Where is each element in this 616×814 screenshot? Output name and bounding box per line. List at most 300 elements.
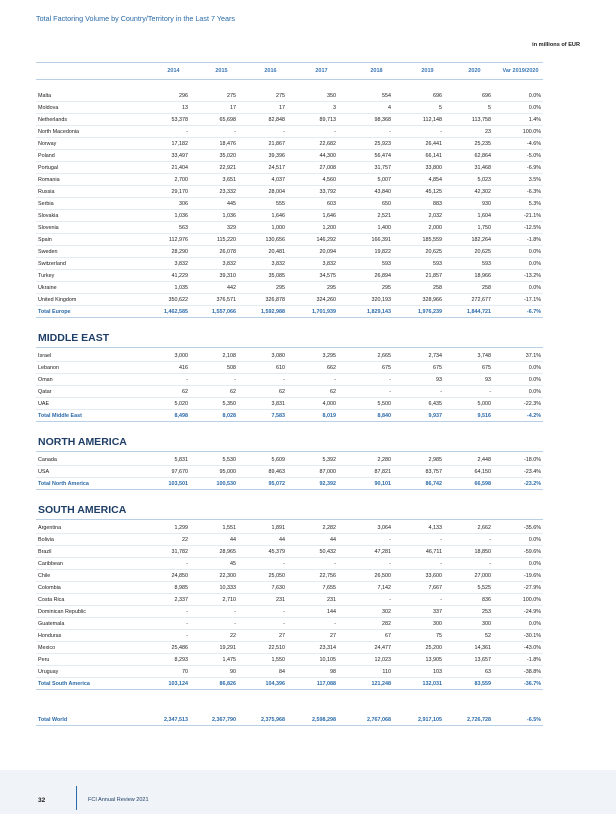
table-row xyxy=(36,102,543,114)
volume-cell: 253 xyxy=(482,609,491,615)
volume-cell: 8,840 xyxy=(377,413,391,419)
volume-cell: 56,474 xyxy=(374,153,391,159)
volume-cell: 66,141 xyxy=(425,153,442,159)
table-row xyxy=(36,282,543,294)
volume-cell: 3 xyxy=(333,105,336,111)
table-row xyxy=(36,642,543,654)
volume-cell: 5,831 xyxy=(174,457,188,463)
volume-cell: 44,300 xyxy=(319,153,336,159)
volume-cell: 27,000 xyxy=(474,573,491,579)
volume-cell: 4,854 xyxy=(428,177,442,183)
volume-cell: 231 xyxy=(327,597,336,603)
volume-cell: 43,840 xyxy=(374,189,391,195)
volume-cell: - xyxy=(440,561,442,567)
volume-cell: 26,441 xyxy=(425,141,442,147)
region-rule xyxy=(36,347,543,348)
volume-cell: 1,829,143 xyxy=(367,309,391,315)
volume-cell: 554 xyxy=(382,93,391,99)
volume-cell: 300 xyxy=(433,621,442,627)
volume-cell: - xyxy=(440,537,442,543)
volume-cell: 445 xyxy=(227,201,236,207)
volume-cell: 2,665 xyxy=(377,353,391,359)
volume-cell: 95,072 xyxy=(268,481,285,487)
table-row xyxy=(36,362,543,374)
country-name: Portugal xyxy=(38,165,59,171)
variation-cell: -36.7% xyxy=(523,681,541,687)
volume-cell: 555 xyxy=(276,201,285,207)
volume-cell: 19,822 xyxy=(374,249,391,255)
volume-cell: - xyxy=(489,537,491,543)
volume-cell: 12,023 xyxy=(374,657,391,663)
volume-cell: 42,302 xyxy=(474,189,491,195)
volume-cell: - xyxy=(440,129,442,135)
volume-cell: 3,832 xyxy=(222,261,236,267)
table-row xyxy=(36,126,543,138)
volume-cell: 110 xyxy=(382,669,391,675)
total-row xyxy=(36,306,543,318)
volume-cell: - xyxy=(334,561,336,567)
variation-cell: -13.2% xyxy=(523,273,541,279)
variation-cell: -4.6% xyxy=(526,141,541,147)
table-row xyxy=(36,150,543,162)
country-name: Argentina xyxy=(38,525,62,531)
volume-cell: 2,985 xyxy=(428,457,442,463)
variation-cell: 0.0% xyxy=(528,285,541,291)
volume-cell: 2,917,105 xyxy=(418,717,442,723)
volume-cell: 7,630 xyxy=(271,585,285,591)
variation-cell: -6.5% xyxy=(526,717,541,723)
column-header-2019: 2019 xyxy=(421,68,434,74)
volume-cell: 19,291 xyxy=(219,645,236,651)
volume-cell: 2,367,790 xyxy=(212,717,236,723)
volume-cell: 95,000 xyxy=(219,469,236,475)
volume-cell: 593 xyxy=(433,261,442,267)
volume-cell: 31,468 xyxy=(474,165,491,171)
volume-cell: - xyxy=(283,621,285,627)
volume-cell: 52 xyxy=(485,633,491,639)
volume-cell: 83,559 xyxy=(474,681,491,687)
volume-cell: 3,295 xyxy=(322,353,336,359)
volume-cell: 20,481 xyxy=(268,249,285,255)
volume-cell: 3,064 xyxy=(377,525,391,531)
volume-cell: 1,462,585 xyxy=(164,309,188,315)
volume-cell: 416 xyxy=(179,365,188,371)
volume-cell: 98,368 xyxy=(374,117,391,123)
variation-cell: -17.1% xyxy=(523,297,541,303)
variation-cell: 100.0% xyxy=(522,129,541,135)
publication-name: FCI Annual Review 2021 xyxy=(88,797,149,803)
volume-cell: 27,008 xyxy=(319,165,336,171)
volume-cell: 28,290 xyxy=(171,249,188,255)
volume-cell: 89,463 xyxy=(268,469,285,475)
volume-cell: 117,088 xyxy=(316,681,336,687)
country-name: Poland xyxy=(38,153,55,159)
volume-cell: 2,108 xyxy=(222,353,236,359)
volume-cell: 25,200 xyxy=(425,645,442,651)
volume-cell: 662 xyxy=(327,365,336,371)
volume-cell: - xyxy=(283,129,285,135)
total-row xyxy=(36,478,543,490)
volume-cell: 26,894 xyxy=(374,273,391,279)
volume-cell: 258 xyxy=(482,285,491,291)
volume-cell: 22,682 xyxy=(319,141,336,147)
volume-cell: 22,300 xyxy=(219,573,236,579)
country-name: Total World xyxy=(38,717,68,723)
volume-cell: 376,571 xyxy=(216,297,236,303)
volume-cell: 39,396 xyxy=(268,153,285,159)
region-rule xyxy=(36,451,543,452)
volume-cell: 2,347,513 xyxy=(164,717,188,723)
table-row xyxy=(36,270,543,282)
volume-cell: 50,432 xyxy=(319,549,336,555)
variation-cell: -21.1% xyxy=(523,213,541,219)
volume-cell: 1,701,939 xyxy=(312,309,336,315)
volume-cell: 4,133 xyxy=(428,525,442,531)
volume-cell: 10,105 xyxy=(319,657,336,663)
volume-cell: - xyxy=(283,377,285,383)
country-name: Turkey xyxy=(38,273,55,279)
volume-cell: 27 xyxy=(330,633,336,639)
volume-cell: 18,966 xyxy=(474,273,491,279)
country-name: USA xyxy=(38,469,50,475)
volume-cell: 350,622 xyxy=(168,297,188,303)
volume-cell: 25,235 xyxy=(474,141,491,147)
column-header xyxy=(36,62,543,80)
variation-cell: -27.9% xyxy=(523,585,541,591)
volume-cell: 9,516 xyxy=(477,413,491,419)
volume-cell: 33,497 xyxy=(171,153,188,159)
volume-cell: 275 xyxy=(227,93,236,99)
volume-cell: 17 xyxy=(279,105,285,111)
table-row xyxy=(36,454,543,466)
country-name: Honduras xyxy=(38,633,62,639)
variation-cell: -19.6% xyxy=(523,573,541,579)
variation-cell: 37.1% xyxy=(525,353,541,359)
volume-cell: - xyxy=(234,377,236,383)
volume-cell: 1,551 xyxy=(222,525,236,531)
variation-cell: -12.5% xyxy=(523,225,541,231)
volume-cell: 46,711 xyxy=(425,549,442,555)
volume-cell: 62 xyxy=(330,389,336,395)
volume-cell: - xyxy=(234,621,236,627)
volume-cell: - xyxy=(489,389,491,395)
volume-cell: 8,019 xyxy=(322,413,336,419)
volume-cell: 33,792 xyxy=(319,189,336,195)
volume-cell: 65,698 xyxy=(219,117,236,123)
table-row xyxy=(36,654,543,666)
table-row xyxy=(36,666,543,678)
variation-cell: -6.3% xyxy=(526,189,541,195)
country-name: Norway xyxy=(38,141,57,147)
volume-cell: 1,550 xyxy=(271,657,285,663)
volume-cell: 2,700 xyxy=(174,177,188,183)
country-name: Serbia xyxy=(38,201,54,207)
country-name: North Macedonia xyxy=(38,129,80,135)
volume-cell: 5,530 xyxy=(222,457,236,463)
volume-cell: - xyxy=(440,597,442,603)
table-row xyxy=(36,222,543,234)
country-name: Russia xyxy=(38,189,55,195)
variation-cell: 0.0% xyxy=(528,261,541,267)
volume-cell: - xyxy=(186,561,188,567)
volume-cell: 62,864 xyxy=(474,153,491,159)
volume-cell: 603 xyxy=(327,201,336,207)
volume-cell: 5 xyxy=(439,105,442,111)
volume-cell: 22,921 xyxy=(219,165,236,171)
volume-cell: 8,293 xyxy=(174,657,188,663)
volume-cell: 97,670 xyxy=(171,469,188,475)
volume-cell: 13 xyxy=(182,105,188,111)
volume-cell: 302 xyxy=(382,609,391,615)
volume-cell: 7,583 xyxy=(271,413,285,419)
volume-cell: 18,850 xyxy=(474,549,491,555)
table-row xyxy=(36,594,543,606)
volume-cell: 90,101 xyxy=(374,481,391,487)
volume-cell: 2,521 xyxy=(377,213,391,219)
variation-cell: -1.8% xyxy=(526,657,541,663)
volume-cell: 144 xyxy=(327,609,336,615)
region-heading: SOUTH AMERICA xyxy=(38,504,127,516)
volume-cell: - xyxy=(334,129,336,135)
variation-cell: 100.0% xyxy=(522,597,541,603)
volume-cell: 47,281 xyxy=(374,549,391,555)
variation-cell: 1.4% xyxy=(528,117,541,123)
volume-cell: 5,500 xyxy=(377,401,391,407)
volume-cell: 1,299 xyxy=(174,525,188,531)
volume-cell: 329 xyxy=(227,225,236,231)
volume-cell: 1,750 xyxy=(477,225,491,231)
country-name: Slovakia xyxy=(38,213,59,219)
volume-cell: 1,035 xyxy=(174,285,188,291)
column-header-2017: 2017 xyxy=(315,68,328,74)
country-name: Romania xyxy=(38,177,60,183)
country-name: Caribbean xyxy=(38,561,63,567)
table-row xyxy=(36,162,543,174)
volume-cell: 275 xyxy=(276,93,285,99)
volume-cell: 90 xyxy=(230,669,236,675)
country-name: Total South America xyxy=(38,681,90,687)
volume-cell: 5,007 xyxy=(377,177,391,183)
volume-cell: 25,486 xyxy=(171,645,188,651)
volume-cell: 21,404 xyxy=(171,165,188,171)
variation-cell: -30.1% xyxy=(523,633,541,639)
volume-cell: 7,655 xyxy=(322,585,336,591)
table-row xyxy=(36,546,543,558)
volume-cell: 675 xyxy=(382,365,391,371)
volume-cell: - xyxy=(186,621,188,627)
volume-cell: 75 xyxy=(436,633,442,639)
volume-cell: 112,976 xyxy=(168,237,188,243)
volume-cell: 930 xyxy=(482,201,491,207)
volume-cell: 20,094 xyxy=(319,249,336,255)
volume-cell: - xyxy=(389,561,391,567)
volume-cell: 5 xyxy=(488,105,491,111)
country-name: Qatar xyxy=(38,389,52,395)
volume-cell: 26,078 xyxy=(219,249,236,255)
volume-cell: 22,756 xyxy=(319,573,336,579)
column-header-2014: 2014 xyxy=(167,68,180,74)
volume-cell: 44 xyxy=(279,537,285,543)
volume-cell: 1,036 xyxy=(222,213,236,219)
volume-cell: 2,448 xyxy=(477,457,491,463)
table-row xyxy=(36,246,543,258)
variation-cell: -38.8% xyxy=(523,669,541,675)
country-name: Uruguay xyxy=(38,669,59,675)
variation-cell: -6.7% xyxy=(526,309,541,315)
country-name: Dominican Republic xyxy=(38,609,86,615)
volume-cell: 337 xyxy=(433,609,442,615)
volume-cell: 5,350 xyxy=(222,401,236,407)
volume-cell: 4 xyxy=(388,105,391,111)
volume-cell: 70 xyxy=(182,669,188,675)
volume-cell: 185,559 xyxy=(422,237,442,243)
table-row xyxy=(36,210,543,222)
volume-cell: 1,891 xyxy=(271,525,285,531)
volume-cell: 22,510 xyxy=(268,645,285,651)
variation-cell: 0.0% xyxy=(528,561,541,567)
country-name: Total North America xyxy=(38,481,89,487)
volume-cell: 87,821 xyxy=(374,469,391,475)
table-row xyxy=(36,186,543,198)
volume-cell: 22 xyxy=(182,537,188,543)
volume-cell: 33,600 xyxy=(425,573,442,579)
volume-cell: 300 xyxy=(482,621,491,627)
volume-cell: 27 xyxy=(279,633,285,639)
variation-cell: 0.0% xyxy=(528,365,541,371)
footer-divider xyxy=(76,786,77,810)
volume-cell: 25,050 xyxy=(268,573,285,579)
region-rule xyxy=(36,519,543,520)
country-name: Canada xyxy=(38,457,57,463)
volume-cell: 7,667 xyxy=(428,585,442,591)
variation-cell: -4.2% xyxy=(526,413,541,419)
table-row xyxy=(36,570,543,582)
volume-cell: 62 xyxy=(279,389,285,395)
volume-cell: 3,000 xyxy=(174,353,188,359)
volume-cell: 8,985 xyxy=(174,585,188,591)
volume-cell: 29,170 xyxy=(171,189,188,195)
country-name: UAE xyxy=(38,401,50,407)
table-row xyxy=(36,386,543,398)
volume-cell: 1,976,239 xyxy=(418,309,442,315)
variation-cell: 3.5% xyxy=(528,177,541,183)
volume-cell: 98 xyxy=(330,669,336,675)
country-name: Spain xyxy=(38,237,52,243)
volume-cell: 13,905 xyxy=(425,657,442,663)
volume-cell: 1,604 xyxy=(477,213,491,219)
volume-cell: 103,124 xyxy=(168,681,188,687)
volume-cell: 33,800 xyxy=(425,165,442,171)
volume-cell: 296 xyxy=(179,93,188,99)
volume-cell: 2,337 xyxy=(174,597,188,603)
country-name: Moldova xyxy=(38,105,59,111)
table-row xyxy=(36,258,543,270)
volume-cell: 103,501 xyxy=(168,481,188,487)
volume-cell: - xyxy=(186,129,188,135)
volume-cell: 22 xyxy=(230,633,236,639)
volume-cell: 2,662 xyxy=(477,525,491,531)
volume-cell: 610 xyxy=(276,365,285,371)
volume-cell: 25,923 xyxy=(374,141,391,147)
country-name: Lebanon xyxy=(38,365,59,371)
volume-cell: - xyxy=(440,389,442,395)
country-name: Netherlands xyxy=(38,117,68,123)
variation-cell: -24.9% xyxy=(523,609,541,615)
country-name: Peru xyxy=(38,657,50,663)
volume-cell: 21,867 xyxy=(268,141,285,147)
volume-cell: 92,392 xyxy=(319,481,336,487)
volume-cell: 3,832 xyxy=(271,261,285,267)
page-title: Total Factoring Volume by Country/Territory in the Last 7 Years xyxy=(36,14,235,23)
volume-cell: 115,220 xyxy=(216,237,236,243)
region-heading: NORTH AMERICA xyxy=(38,436,127,448)
table-row xyxy=(36,618,543,630)
volume-cell: 24,850 xyxy=(171,573,188,579)
volume-cell: 4,000 xyxy=(322,401,336,407)
volume-cell: 5,023 xyxy=(477,177,491,183)
volume-cell: 2,598,298 xyxy=(312,717,336,723)
volume-cell: 5,392 xyxy=(322,457,336,463)
volume-cell: 2,375,968 xyxy=(261,717,285,723)
volume-cell: 328,966 xyxy=(422,297,442,303)
volume-cell: 146,292 xyxy=(316,237,336,243)
volume-cell: 508 xyxy=(227,365,236,371)
volume-cell: 100,530 xyxy=(216,481,236,487)
volume-cell: 4,560 xyxy=(322,177,336,183)
table-row xyxy=(36,374,543,386)
volume-cell: 282 xyxy=(382,621,391,627)
volume-cell: 18,476 xyxy=(219,141,236,147)
column-header-2020: 2020 xyxy=(468,68,481,74)
volume-cell: 836 xyxy=(482,597,491,603)
volume-cell: 44 xyxy=(330,537,336,543)
variation-cell: 0.0% xyxy=(528,621,541,627)
volume-cell: 44 xyxy=(230,537,236,543)
volume-cell: 295 xyxy=(276,285,285,291)
volume-cell: 45 xyxy=(230,561,236,567)
volume-cell: 5,609 xyxy=(271,457,285,463)
footer-band xyxy=(0,770,616,814)
volume-cell: 13,657 xyxy=(474,657,491,663)
region-heading: MIDDLE EAST xyxy=(38,332,110,344)
total-row xyxy=(36,410,543,422)
volume-cell: 1,646 xyxy=(322,213,336,219)
column-header-2016: 2016 xyxy=(264,68,277,74)
page-number: 32 xyxy=(38,797,46,804)
table-row xyxy=(36,294,543,306)
volume-cell: 2,000 xyxy=(428,225,442,231)
country-name: Total Europe xyxy=(38,309,71,315)
volume-cell: 2,280 xyxy=(377,457,391,463)
variation-cell: -23.4% xyxy=(523,469,541,475)
table-row xyxy=(36,534,543,546)
volume-cell: 23,314 xyxy=(319,645,336,651)
volume-cell: 3,080 xyxy=(271,353,285,359)
volume-cell: 130,656 xyxy=(265,237,285,243)
volume-cell: 20,625 xyxy=(425,249,442,255)
volume-cell: - xyxy=(489,561,491,567)
volume-cell: 5,000 xyxy=(477,401,491,407)
volume-cell: 53,378 xyxy=(171,117,188,123)
volume-cell: 14,361 xyxy=(474,645,491,651)
country-name: Slovenia xyxy=(38,225,59,231)
table-row xyxy=(36,630,543,642)
volume-cell: 7,142 xyxy=(377,585,391,591)
variation-cell: 0.0% xyxy=(528,389,541,395)
column-header-2015: 2015 xyxy=(215,68,228,74)
variation-cell: -22.3% xyxy=(523,401,541,407)
volume-cell: 93 xyxy=(436,377,442,383)
